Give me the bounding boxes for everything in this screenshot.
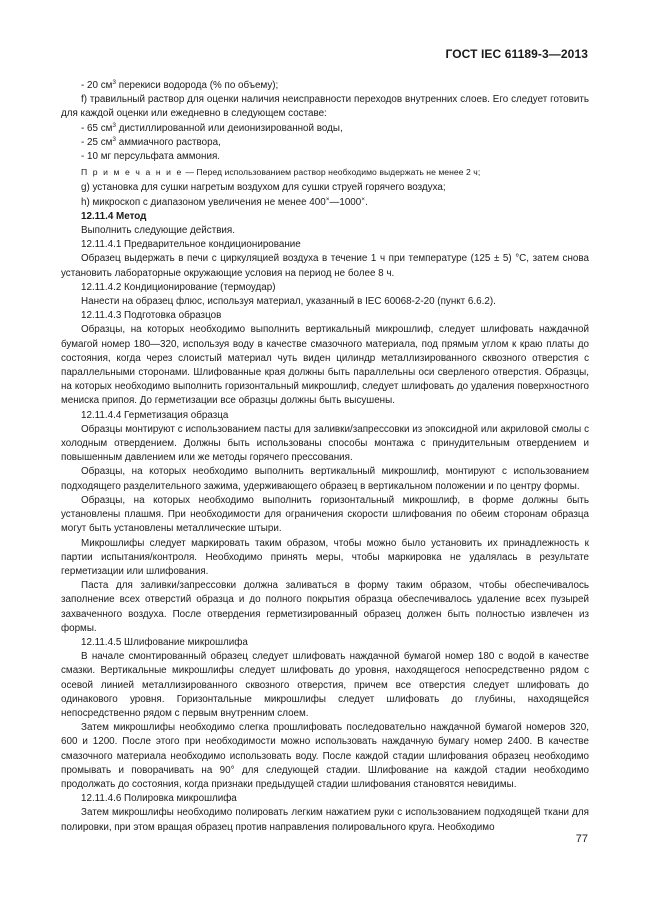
subsection-heading-grinding: 12.11.4.5 Шлифование микрошлифа xyxy=(81,636,248,648)
paragraph-encapsulation-5: Паста для заливки/запрессовки должна заливаться в форму таким образом, чтобы обеспечивалось заполнение всех отверстий образца и до полного покрытия образца обеспечивалось удаление всех пузырей захваченного воздуха. После отвердения герметизированный образец должен быть полностью извлечен из формы. xyxy=(61,580,589,634)
paragraph-preconditioning: Образец выдержать в печи с циркуляцией воздуха в течение 1 ч при температуре (125 ± 5) °С, затем снова установить лабораторные окружающие условия на период не более 8 ч. xyxy=(61,253,589,279)
paragraph-encapsulation-4: Микрошлифы следует маркировать таким образом, чтобы можно было установить их принадлежность к партии испытания/контроля. Необходимо принять меры, чтобы маркировка не удалялась в результате герметизации или шлифования. xyxy=(61,537,589,577)
subsection-heading-conditioning: 12.11.4.2 Кондиционирование (термоудар) xyxy=(81,281,276,293)
paragraph-encapsulation-2: Образцы, на которых необходимо выполнить вертикальный микрошлиф, монтируют с использованием подходящего разделительного зажима, удерживающего образец в вертикальном положении и по центру формы. xyxy=(61,466,589,492)
note-text: — Перед использованием раствор необходимо выдержать не менее 2 ч; xyxy=(182,167,481,178)
paragraph-grinding-1: В начале смонтированный образец следует шлифовать наждачной бумагой номер 180 с водой в качестве смазки. Вертикальные микрошлифы следует шлифовать до уровня, находящегося непосредственно рядом с осевой линией металлизированного сквозного отверстия, причем все отверстия следует шлифовать до одинакового уровня. Горизонтальные микрошлифы следует шлифовать до глубины, находящейся непосредственно рядом с первым внутренним слоем. xyxy=(61,651,589,719)
note xyxy=(61,165,589,179)
paragraph-intro: Выполнить следующие действия. xyxy=(81,225,236,237)
note-label: П р и м е ч а н и е xyxy=(81,167,183,178)
item-g-dryer: g) установка для сушки нагретым воздухом для сушки струей горячего воздуха; xyxy=(81,182,446,194)
paragraph-sample-preparation: Образцы, на которых необходимо выполнить вертикальный микрошлиф, следует шлифовать наждачной бумагой номер 180—320, используя воду в качестве смазочного материала, под прямым углом к краю платы до состояния, когда через слоистый материал чуть виден цилиндр металлизированного сквозного отверстия с параллельными сторонами. Шлифованные края должны быть параллельны оси сверленого отверстия. Образцы, на которых необходимо выполнить горизонтальный микрошлиф, следует шлифовать до удаления поверхностного мениска припоя. До герметизации все образцы должны быть высушены. xyxy=(61,324,589,407)
page-number: 77 xyxy=(575,833,588,845)
section-heading-method: 12.11.4 Метод xyxy=(81,210,147,222)
list-item-ammonium-persulfate: - 10 мг персульфата аммония. xyxy=(81,151,221,163)
paragraph-encapsulation-3: Образцы, на которых необходимо выполнить горизонтальный микрошлиф, в форме должны быть установлены плашмя. При необходимости для ограничения скорости шлифования по обеим сторонам образца могут быть установлены металлические штыри. xyxy=(61,494,589,535)
paragraph-grinding-2: Затем микрошлифы необходимо слегка прошлифовать последовательно наждачной бумагой номеров 320, 600 и 1200. После этого при необходимости можно использовать наждачную бумагу номер 2400. В качестве смазочного материала необходимо использовать воду. После каждой стадии шлифования образец необходимо промывать и поворачивать на 90° для следующей стадии. Шлифование на каждой стадии необходимо продолжать до состояния, когда признаки предыдущей стадии шлифования становятся невидимы. xyxy=(61,722,589,790)
paragraph-conditioning: Нанести на образец флюс, используя материал, указанный в IEC 60068-2-20 (пункт 6.6.2). xyxy=(81,296,496,308)
item-f-etching-solution: f) травильный раствор для оценки наличия неисправности переходов внутренних слоев. Его следует готовить для каждой оценки или ежедневно в следующем составе: xyxy=(61,94,589,120)
list-item-hydrogen-peroxide: - 20 $см^3$ перекиси водорода (% по объему); xyxy=(81,79,279,91)
paragraph-encapsulation-1: Образцы монтируют с использованием пасты для заливки/запрессовки из эпоксидной или акриловой смолы с холодным отвердением. Должны быть использованы способы монтажа с принудительным отвердением и повышенным давлением или же методы горячего прессования. xyxy=(61,423,589,464)
list-item-ammonia: - 25 $см^3$ аммиачного раствора, xyxy=(81,135,221,148)
standard-header: ГОСТ IEC 61189-3—2013 xyxy=(445,47,588,61)
subsection-heading-preconditioning: 12.11.4.1 Предварительное кондиционирование xyxy=(81,239,301,251)
list-item-water: - 65 $см^3$ дистиллированной или деионизированной воды, xyxy=(81,121,343,134)
subsection-heading-polishing: 12.11.4.6 Полировка микрошлифа xyxy=(81,793,237,805)
item-h-microscope: h) микроскоп с диапазоном увеличения не менее 400×—1000×. xyxy=(81,195,368,208)
subsection-heading-sample-preparation: 12.11.4.3 Подготовка образцов xyxy=(81,310,222,322)
document-body xyxy=(61,79,589,835)
subsection-heading-encapsulation: 12.11.4.4 Герметизация образца xyxy=(81,409,229,421)
paragraph-polishing: Затем микрошлифы необходимо полировать легким нажатием руки с использованием подходящей ткани для полировки, при этом вращая образец против направления полировального круга. Необходимо xyxy=(61,807,589,833)
